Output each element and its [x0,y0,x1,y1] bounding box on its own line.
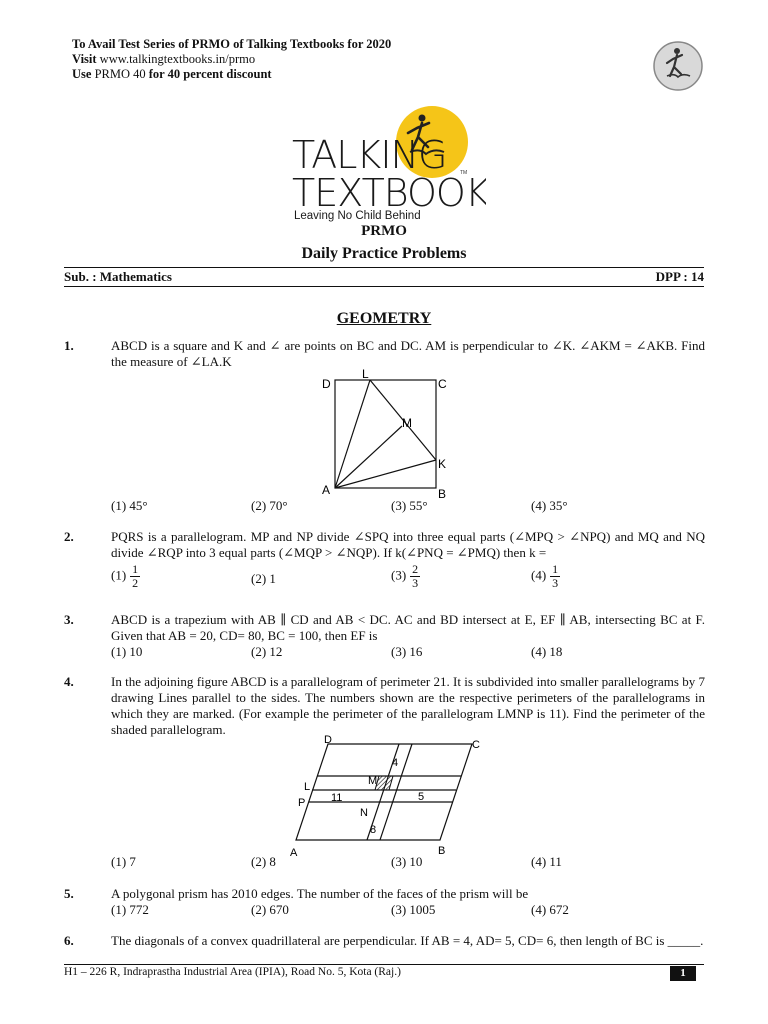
option-5-4[interactable]: (4) 672 [531,902,569,917]
question-text-1: ABCD is a square and K and ∠ are points on BC and DC. AM is perpendicular to ∠K. ∠AKM = ∠AKB. Find the measure of ∠LA.K [111,338,705,369]
option-3-3[interactable]: (3) 16 [391,644,423,659]
denominator: 2 [132,576,139,590]
promo-line-3 [72,66,272,82]
p4-label-b: B [438,845,446,857]
divider-top [64,267,704,268]
label-b: B [438,487,447,500]
value-5: 5 [418,791,425,803]
denominator: 3 [412,576,419,590]
promo-line-2 [72,51,255,67]
subject-label: Sub. : Mathematics [64,269,172,284]
label-c: C [438,377,447,391]
question-text-3: ABCD is a trapezium with AB ∥ CD and AB < DC. AC and BD intersect at E, EF ∥ AB, intersecting BC at F. Given that AB = 20, CD= 80, BC = 100, then EF is [111,612,705,643]
p4-label-l: L [304,781,311,793]
label-k: K [438,457,447,471]
footer-address: H1 – 226 R, Indraprastha Industrial Area (IPIA), Road No. 5, Kota (Raj.) [64,966,401,978]
fraction [130,563,140,590]
question-number-1: 1. [64,338,74,353]
logo-word-talking: TALKING [292,133,447,177]
talking-textbooks-logo [286,104,486,226]
p4-label-a: A [290,847,298,858]
p4-label-d: D [324,734,332,746]
question-number-4: 4. [64,674,74,689]
options-4 [111,854,705,870]
option-1-4[interactable]: (4) 35° [531,498,568,513]
option-3-1[interactable]: (1) 10 [111,644,143,659]
p4-label-n: N [360,807,368,819]
option-1-3[interactable]: (3) 55° [391,498,428,513]
promo-code: PRMO 40 [94,67,146,81]
option-2-3-label: (3) [391,567,407,583]
divider-bottom [64,286,704,287]
option-2-1[interactable] [111,563,140,590]
question-number-3: 3. [64,612,74,627]
numerator: 2 [412,562,419,576]
question-number-5: 5. [64,886,74,901]
question-text-5: A polygonal prism has 2010 edges. The number of the faces of the prism will be [111,886,529,901]
options-5 [111,902,705,918]
options-2 [111,563,705,595]
dpp-number: DPP : 14 [655,269,704,284]
promo-line-1: To Avail Test Series of PRMO of Talking Textbooks for 2020 [72,37,392,51]
option-1-2[interactable]: (2) 70° [251,498,288,513]
page-number: 1 [670,966,696,981]
option-5-3[interactable]: (3) 1005 [391,902,436,917]
option-5-1[interactable]: (1) 772 [111,902,149,917]
question-number-6: 6. [64,933,74,948]
option-2-3[interactable] [391,563,420,590]
label-d: D [322,377,331,391]
option-2-2[interactable]: (2) 1 [251,571,276,586]
denominator: 3 [552,576,559,590]
footer-divider [64,964,704,965]
dpp-title: Daily Practice Problems [301,245,467,262]
p4-label-c: C [472,739,480,751]
option-2-1-label: (1) [111,567,127,583]
label-l: L [362,367,369,381]
options-1 [111,498,705,514]
fraction [550,563,560,590]
small-logo-icon [652,40,704,92]
option-4-3[interactable]: (3) 10 [391,854,423,869]
website-link[interactable]: www.talkingtextbooks.in/prmo [99,52,256,66]
option-3-4[interactable]: (4) 18 [531,644,563,659]
label-m: M [402,416,412,430]
trademark-mark: TM [460,170,468,176]
option-4-2[interactable]: (2) 8 [251,854,276,869]
options-3 [111,644,705,660]
option-5-2[interactable]: (2) 670 [251,902,289,917]
figure-parallelogram [284,734,496,858]
fraction [410,563,420,590]
logo-word-textbooks: TEXTBOOK [292,171,486,215]
question-text-2: PQRS is a parallelogram. MP and NP divide ∠SPQ into three equal parts (∠MPQ > ∠NPQ) and MQ and NQ divide ∠RQP into 3 equal parts (∠MQP > ∠NQP). If k(∠PNQ = ∠PMQ) then k = [111,529,705,560]
figure-square [318,366,458,500]
p4-label-p: P [298,797,306,809]
option-4-1[interactable]: (1) 7 [111,854,136,869]
question-number-2: 2. [64,529,74,544]
numerator: 1 [552,562,559,576]
question-text-4: In the adjoining figure ABCD is a parallelogram of perimeter 21. It is subdivided into smaller parallelograms by 7 drawing Lines parallel to the sides. The numbers shown are the respective perimeters of the parallelograms in which they are marked. (For example the perimeter of the parallelogram LMNP is 11). Find the perimeter of the shaded parallelogram. [111,674,705,737]
option-4-4[interactable]: (4) 11 [531,854,562,869]
value-8: 8 [370,824,377,836]
question-text-6: The diagonals of a convex quadrillateral are perpendicular. If AB = 4, AD= 5, CD= 6, then length of BC is _____. [111,933,704,948]
option-1-1[interactable]: (1) 45° [111,498,148,513]
value-11: 11 [331,792,343,804]
section-heading: GEOMETRY [336,310,432,327]
label-a: A [322,483,331,497]
visit-label: Visit [72,52,97,66]
exam-title: PRMO [361,223,407,239]
use-label: Use [72,67,92,81]
option-3-2[interactable]: (2) 12 [251,644,283,659]
logo-tagline: Leaving No Child Behind [294,210,421,222]
p4-label-m: M [368,775,378,787]
option-2-4-label: (4) [531,567,547,583]
numerator: 1 [132,562,139,576]
option-2-4[interactable] [531,563,560,590]
value-4: 4 [392,757,399,769]
discount-text: for 40 percent discount [148,67,272,81]
